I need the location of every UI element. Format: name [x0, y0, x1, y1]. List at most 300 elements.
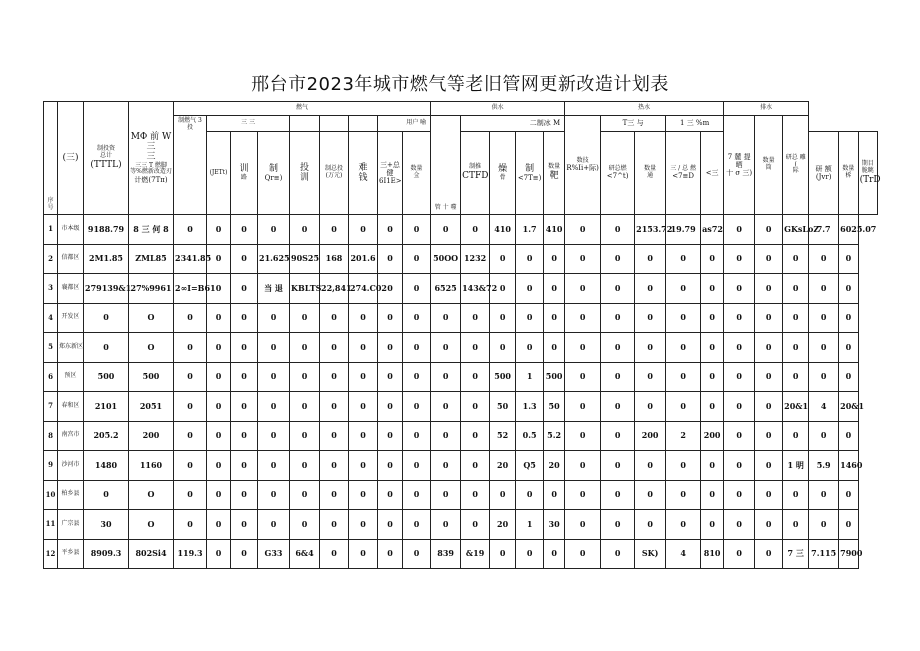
- row-cell: 0: [565, 274, 601, 304]
- row-cell: 0: [290, 421, 320, 451]
- heat-h4-header: [666, 132, 701, 215]
- row-cell: 0: [403, 392, 431, 422]
- row-region-name: 春和区: [58, 392, 84, 422]
- row-cell: 1.7: [516, 215, 544, 245]
- row-cell: 0: [839, 421, 858, 451]
- row-cell: 0: [174, 333, 207, 363]
- row-cell: 0: [403, 480, 431, 510]
- row-cell: O: [129, 480, 174, 510]
- row-cell: 0: [809, 244, 839, 274]
- row-cell: 0: [290, 215, 320, 245]
- row-cell: 0: [666, 274, 701, 304]
- row-cell: 0: [809, 274, 839, 304]
- row-cell: 6&4: [290, 539, 320, 569]
- row-cell: 201.6: [349, 244, 378, 274]
- gas-g3-header: [258, 132, 290, 215]
- gas-g11-l1: 制: [525, 163, 535, 174]
- row-cell: 0: [290, 362, 320, 392]
- row-cell: 0: [601, 215, 635, 245]
- gas-g10-header: [490, 132, 516, 215]
- row-cell: 0: [207, 244, 231, 274]
- row-cell: 0: [635, 362, 666, 392]
- row-cell: 8 三 何 8: [129, 215, 174, 245]
- heat-h3-header: [635, 132, 666, 215]
- row-cell: 0: [701, 274, 724, 304]
- row-cell: 0: [565, 362, 601, 392]
- heat-length-header: 管 十 噬: [431, 116, 461, 215]
- row-cell: 0: [174, 303, 207, 333]
- row-cell: 0: [701, 303, 724, 333]
- row-cell: 0: [635, 510, 666, 540]
- row-region-name: 沙河市: [58, 451, 84, 481]
- row-cell: 279139&1: [84, 274, 129, 304]
- row-cell: 0: [403, 362, 431, 392]
- row-cell: 0: [565, 510, 601, 540]
- row-region-name: 南宫市: [58, 421, 84, 451]
- water-w3-l2: 际: [792, 167, 799, 175]
- row-cell: 200: [701, 421, 724, 451]
- row-cell: Q5: [516, 451, 544, 481]
- row-cell: 0: [290, 333, 320, 363]
- row-cell: 0: [724, 333, 755, 363]
- row-cell: 0: [378, 274, 403, 304]
- row-cell: 0: [320, 510, 349, 540]
- drain-d1-l1: 数技: [576, 156, 589, 164]
- row-cell: 2341.85: [174, 244, 207, 274]
- gas-g6-l1: 难: [358, 162, 368, 173]
- row-cell: 0: [755, 539, 783, 569]
- row-cell: 0: [666, 451, 701, 481]
- row-cell: 0: [174, 510, 207, 540]
- row-cell: 7.7: [809, 215, 839, 245]
- row-cell: 0: [378, 215, 403, 245]
- row-cell: 0: [207, 392, 231, 422]
- row-cell: 0: [565, 215, 601, 245]
- row-cell: 0: [701, 480, 724, 510]
- row-cell: 500: [490, 362, 516, 392]
- row-cell: 0: [666, 362, 701, 392]
- row-cell: 839: [431, 539, 461, 569]
- row-cell: 2∞I=B61: [174, 274, 207, 304]
- row-cell: 0: [724, 480, 755, 510]
- row-seq: 6: [44, 362, 58, 392]
- row-cell: 0: [174, 215, 207, 245]
- row-cell: 0: [320, 421, 349, 451]
- row-cell: 4: [666, 539, 701, 569]
- row-cell: 0: [349, 303, 378, 333]
- gas-sub-blank-2: [320, 116, 349, 132]
- row-cell: 0: [231, 510, 258, 540]
- drain-d3-header: [809, 132, 839, 215]
- row-cell: 2M1.85: [84, 244, 129, 274]
- row-cell: 0: [490, 480, 516, 510]
- row-seq: 12: [44, 539, 58, 569]
- row-cell: 0: [174, 392, 207, 422]
- row-cell: 0: [207, 421, 231, 451]
- gas-pipe-header: 制燃气 3 投: [174, 116, 207, 215]
- row-cell: 0: [701, 451, 724, 481]
- row-cell: 90S25: [290, 244, 320, 274]
- gas-g7-l1: 三+总健: [380, 160, 400, 177]
- row-cell: 0: [320, 303, 349, 333]
- row-region-name: 平乡县: [58, 539, 84, 569]
- row-cell: 0: [724, 539, 755, 569]
- gas-total-l5: 计燃(7Tπ): [134, 176, 168, 185]
- row-cell: 0: [431, 480, 461, 510]
- row-cell: 0: [349, 510, 378, 540]
- water-w2-l2: 筒: [765, 164, 772, 171]
- row-cell: 0: [461, 421, 490, 451]
- row-cell: 0: [666, 244, 701, 274]
- row-seq: 9: [44, 451, 58, 481]
- row-cell: 0: [231, 274, 258, 304]
- row-region-name: 预区: [58, 362, 84, 392]
- row-cell: 0: [783, 244, 809, 274]
- row-cell: 119.3: [174, 539, 207, 569]
- row-cell: 0: [701, 362, 724, 392]
- gas-g6-header: [349, 132, 378, 215]
- row-cell: 2: [666, 421, 701, 451]
- row-cell: 5.9: [809, 451, 839, 481]
- row-cell: 20: [490, 510, 516, 540]
- row-cell: 0: [349, 392, 378, 422]
- drain-d3-l2: (Jvr): [815, 173, 832, 181]
- plan-table: [43, 101, 881, 569]
- row-cell: 7900: [839, 539, 858, 569]
- row-cell: 0: [755, 333, 783, 363]
- row-cell: 0: [724, 421, 755, 451]
- row-cell: 200: [635, 421, 666, 451]
- table-row: [44, 274, 878, 304]
- row-cell: 0: [320, 539, 349, 569]
- row-region-name: 信都区: [58, 244, 84, 274]
- row-cell: 8909.3: [84, 539, 129, 569]
- row-cell: 0: [174, 362, 207, 392]
- row-cell: 0: [635, 480, 666, 510]
- row-cell: 0: [403, 451, 431, 481]
- gas-g8-l1: 数量: [410, 165, 423, 173]
- row-cell: 0: [431, 215, 461, 245]
- drain-d1-l2: R%Ii+际): [566, 164, 599, 173]
- row-cell: 0: [755, 362, 783, 392]
- row-cell: 1480: [84, 451, 129, 481]
- row-cell: 0: [516, 303, 544, 333]
- row-cell: 1232: [461, 244, 490, 274]
- row-cell: 52: [490, 421, 516, 451]
- gas-g7-l2: 6I1E>: [379, 177, 402, 186]
- row-cell: 0: [490, 303, 516, 333]
- row-cell: 0: [516, 244, 544, 274]
- table-row: [44, 539, 878, 569]
- invest-header: [84, 102, 129, 215]
- row-cell: 0: [431, 421, 461, 451]
- row-cell: 0: [755, 392, 783, 422]
- row-cell: 500: [129, 362, 174, 392]
- row-cell: 0: [320, 392, 349, 422]
- row-cell: 0: [601, 510, 635, 540]
- row-cell: 0: [839, 274, 858, 304]
- row-cell: 0: [601, 392, 635, 422]
- row-cell: 0: [635, 274, 666, 304]
- invest-header-l1: 制投资: [96, 144, 115, 152]
- row-cell: 0: [258, 303, 290, 333]
- heat-h2-header: [601, 132, 635, 215]
- row-cell: 2153.72: [635, 215, 666, 245]
- row-cell: SK): [635, 539, 666, 569]
- gas-total-l4: 等%燃新改造刃: [130, 168, 172, 176]
- row-cell: 0: [544, 303, 565, 333]
- gas-g10-l2: 骨: [499, 173, 506, 181]
- gas-g2-header: [231, 132, 258, 215]
- gas-sub-blank-1: [290, 116, 320, 132]
- row-cell: 200: [129, 421, 174, 451]
- row-cell: GKsLoZ: [783, 215, 809, 245]
- row-cell: 0: [258, 421, 290, 451]
- row-cell: 0: [516, 539, 544, 569]
- gas-g2-l1: 训: [239, 164, 249, 175]
- row-cell: 0: [320, 333, 349, 363]
- row-seq: 11: [44, 510, 58, 540]
- row-cell: 5.2: [544, 421, 565, 451]
- row-cell: 0: [724, 451, 755, 481]
- row-cell: 0: [290, 451, 320, 481]
- region-header: (三): [58, 102, 84, 215]
- row-cell: 0: [724, 510, 755, 540]
- row-cell: 0: [349, 362, 378, 392]
- row-cell: 0: [755, 274, 783, 304]
- drain-sub-b-header: 1 三 %m: [666, 116, 724, 132]
- drain-d1-header: [565, 116, 601, 215]
- row-cell: 0: [258, 451, 290, 481]
- row-cell: 0: [565, 333, 601, 363]
- row-cell: 0: [378, 244, 403, 274]
- row-cell: 0: [565, 451, 601, 481]
- row-cell: 0: [349, 480, 378, 510]
- gas-g4-l2: 训: [299, 173, 309, 183]
- row-cell: 0: [809, 362, 839, 392]
- gas-g1-header: (JETt): [207, 132, 231, 215]
- gas-g8-header: [403, 132, 431, 215]
- drain-d5-header: [858, 132, 881, 215]
- row-cell: 0: [565, 421, 601, 451]
- row-cell: 0: [783, 510, 809, 540]
- row-cell: 0: [809, 421, 839, 451]
- row-cell: 0: [635, 303, 666, 333]
- row-cell: 0: [601, 244, 635, 274]
- gas-g9-header: [461, 132, 490, 215]
- row-seq: 4: [44, 303, 58, 333]
- row-cell: 0: [207, 274, 231, 304]
- gas-g9-l2: CTFD: [462, 171, 489, 182]
- row-cell: 0: [461, 215, 490, 245]
- row-cell: 0: [378, 539, 403, 569]
- row-region-name: 市本级: [58, 215, 84, 245]
- table-row: [44, 451, 878, 481]
- row-cell: 9188.79: [84, 215, 129, 245]
- row-cell: 0: [84, 480, 129, 510]
- row-cell: 0: [635, 451, 666, 481]
- row-cell: 50OO: [431, 244, 461, 274]
- row-cell: 0: [174, 480, 207, 510]
- row-cell: 0: [601, 421, 635, 451]
- row-cell: 0: [461, 392, 490, 422]
- gas-g4-l1: 投: [299, 162, 309, 173]
- row-cell: 0: [231, 362, 258, 392]
- row-cell: 0: [349, 421, 378, 451]
- row-cell: 0: [490, 274, 516, 304]
- row-cell: 0: [516, 333, 544, 363]
- row-cell: 6525: [431, 274, 461, 304]
- row-cell: 0: [666, 392, 701, 422]
- row-cell: 0: [544, 480, 565, 510]
- row-cell: O: [129, 303, 174, 333]
- row-cell: 0: [755, 421, 783, 451]
- row-cell: 0: [258, 333, 290, 363]
- row-region-name: 广宗县: [58, 510, 84, 540]
- gas-sub-blank-3: [349, 116, 378, 132]
- heat-h4-l2: <7≡D: [672, 172, 695, 181]
- row-cell: 0: [174, 451, 207, 481]
- row-cell: 500: [544, 362, 565, 392]
- row-cell: 0: [403, 421, 431, 451]
- table-row: [44, 244, 878, 274]
- water-w2-l1: 数量: [762, 157, 775, 165]
- table-row: [44, 421, 878, 451]
- gas-g8-l2: 佥: [413, 172, 420, 179]
- row-cell: 0: [431, 451, 461, 481]
- row-cell: 0: [320, 480, 349, 510]
- row-cell: 274.C02: [349, 274, 378, 304]
- row-cell: 0: [403, 539, 431, 569]
- table-row: [44, 510, 878, 540]
- row-cell: 0: [207, 362, 231, 392]
- row-cell: 143&72: [461, 274, 490, 304]
- row-cell: 410: [544, 215, 565, 245]
- row-cell: 0: [839, 333, 858, 363]
- row-cell: 30: [84, 510, 129, 540]
- row-cell: 0: [207, 451, 231, 481]
- drain-d4-l2: 柝: [845, 172, 852, 179]
- row-cell: 0: [378, 510, 403, 540]
- drain-d4-header: [839, 132, 858, 215]
- row-cell: 0: [174, 421, 207, 451]
- gas-g3-l1: 制: [268, 163, 278, 174]
- row-cell: 0: [544, 333, 565, 363]
- row-cell: 0: [290, 303, 320, 333]
- row-cell: 0: [231, 539, 258, 569]
- table-row: [44, 480, 878, 510]
- row-cell: 0: [839, 362, 858, 392]
- heat-h3-l1: 数量: [644, 165, 657, 173]
- row-cell: 0: [565, 303, 601, 333]
- row-cell: 21.625: [258, 244, 290, 274]
- row-cell: 0: [666, 333, 701, 363]
- row-seq: 1: [44, 215, 58, 245]
- row-cell: 0: [601, 451, 635, 481]
- row-cell: 0: [231, 451, 258, 481]
- row-cell: 0: [755, 480, 783, 510]
- row-cell: 0: [461, 451, 490, 481]
- row-cell: 22,841: [320, 274, 349, 304]
- row-cell: 50: [490, 392, 516, 422]
- row-cell: 0: [839, 303, 858, 333]
- row-cell: 0: [231, 303, 258, 333]
- water-w1-l1: 7 麓 提晒: [727, 152, 751, 169]
- gas-sub-a-header: 三 三: [207, 116, 290, 132]
- row-cell: 0: [755, 451, 783, 481]
- row-cell: 0: [207, 215, 231, 245]
- row-cell: 0: [755, 244, 783, 274]
- heat-h2-l2: <7^t): [606, 172, 629, 181]
- gas-g6-l2: 钱: [358, 173, 368, 183]
- row-cell: 500: [84, 362, 129, 392]
- row-cell: 0: [258, 480, 290, 510]
- row-cell: 0: [349, 539, 378, 569]
- table-row: [44, 215, 878, 245]
- row-cell: 0: [403, 333, 431, 363]
- row-cell: 0: [724, 244, 755, 274]
- row-cell: 0: [839, 510, 858, 540]
- page-title: 邢台市2023年城市燃气等老旧管网更新改造计划表: [251, 74, 669, 95]
- heat-sub-header: 二制冰 M: [461, 116, 565, 132]
- row-cell: 0: [378, 421, 403, 451]
- gas-g7-header: [378, 132, 403, 215]
- row-cell: 0: [320, 451, 349, 481]
- water-w1-l2: 十 σ 三): [726, 169, 753, 178]
- row-cell: 1160: [129, 451, 174, 481]
- row-cell: 0: [544, 244, 565, 274]
- row-cell: 0: [431, 333, 461, 363]
- row-cell: 0: [783, 274, 809, 304]
- water-w3-header: [783, 116, 809, 215]
- drain-d3-l1: 研 额: [815, 164, 832, 173]
- row-cell: 0: [258, 362, 290, 392]
- row-cell: 20: [490, 451, 516, 481]
- row-cell: 1: [516, 362, 544, 392]
- row-cell: 0: [724, 362, 755, 392]
- row-cell: 0: [461, 480, 490, 510]
- row-cell: as72: [701, 215, 724, 245]
- row-cell: 0: [431, 362, 461, 392]
- row-cell: O: [129, 333, 174, 363]
- table-body: [44, 215, 878, 569]
- row-cell: 6025.07: [839, 215, 858, 245]
- row-cell: 810: [701, 539, 724, 569]
- row-cell: 0: [403, 510, 431, 540]
- row-seq: 10: [44, 480, 58, 510]
- table-row: [44, 392, 878, 422]
- row-region-name: 襄都区: [58, 274, 84, 304]
- row-cell: 0: [783, 333, 809, 363]
- row-cell: 0: [207, 480, 231, 510]
- row-cell: 0: [231, 421, 258, 451]
- row-cell: 0: [290, 510, 320, 540]
- row-cell: 0: [461, 333, 490, 363]
- heat-h1-header: [544, 132, 565, 215]
- row-cell: 0: [809, 333, 839, 363]
- row-cell: 0: [724, 215, 755, 245]
- drain-sub-a-header: T三 与: [601, 116, 666, 132]
- row-cell: 410: [490, 215, 516, 245]
- gas-g2-l2: 路: [240, 173, 247, 181]
- row-cell: 0: [755, 303, 783, 333]
- water-group-header: 排水: [724, 102, 809, 116]
- water-w2-header: [755, 116, 783, 215]
- row-cell: 0: [783, 480, 809, 510]
- row-cell: 0: [516, 274, 544, 304]
- row-cell: 30: [544, 510, 565, 540]
- row-cell: 0: [403, 303, 431, 333]
